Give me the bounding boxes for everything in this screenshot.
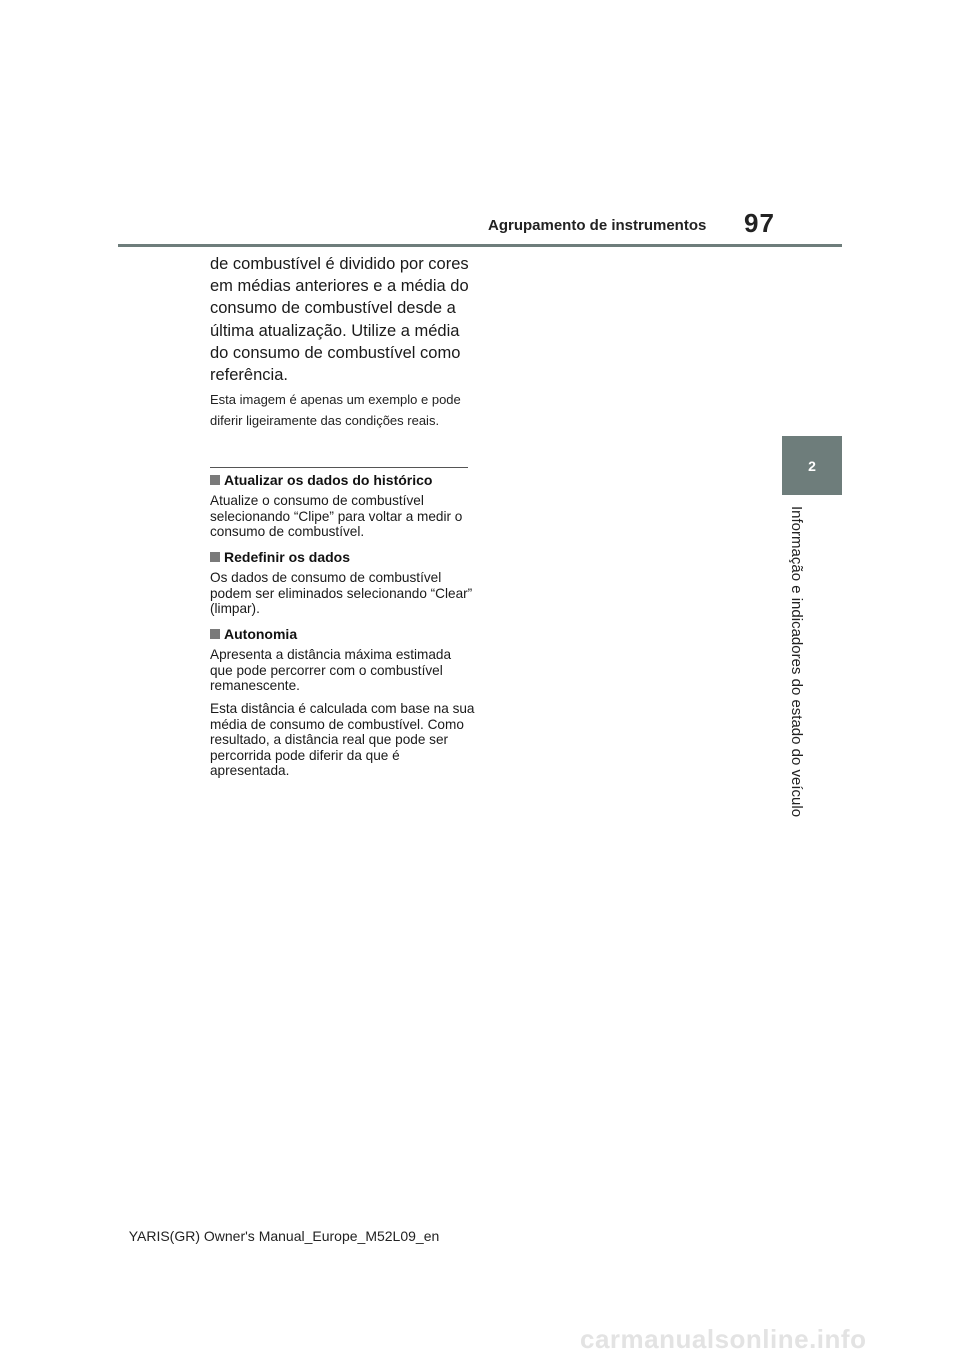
section-heading-text: Atualizar os dados do histórico [224,472,433,488]
section-heading-range [210,626,297,642]
section-divider [210,467,468,468]
section-heading-text: Redefinir os dados [224,549,351,565]
watermark: carmanualsonline.info [580,1324,867,1354]
section-header-title: Agrupamento de instrumentos [488,217,707,234]
square-bullet-icon [210,552,220,562]
chapter-number: 2 [808,457,816,474]
page-number: 97 [744,208,775,238]
section-heading-update-history [210,472,432,488]
chapter-tab [782,436,842,495]
image-caption: Esta imagem é apenas um exemplo e pode diferir ligeiramente das condições reais. [210,392,461,428]
section-paragraph: Atualize o consumo de combustível selecionando “Clipe” para voltar a medir o consumo de combustível. [210,493,463,540]
section-paragraph: Esta distância é calculada com base na sua média de consumo de combustível. Como resultado, a distância real que pode ser percorrida pode diferir da que é apresentada. [210,701,475,779]
square-bullet-icon [210,629,220,639]
section-heading-text: Autonomia [224,626,298,642]
section-heading-reset-data [210,549,350,565]
footer-manual-id: YARIS(GR) Owner's Manual_Europe_M52L09_en [128,1228,440,1244]
square-bullet-icon [210,475,220,485]
intro-paragraph: de combustível é dividido por cores em médias anteriores e a média do consumo de combustível desde a última atualização. Utilize a média do consumo de combustível como referência. [210,255,469,385]
footer [0,1228,960,1244]
header-divider [118,244,842,247]
chapter-side-title: Informação e indicadores do estado do veículo [788,506,805,818]
section-paragraph: Apresenta a distância máxima estimada que pode percorrer com o combustível remanescente. [210,647,452,694]
section-paragraph: Os dados de consumo de combustível podem ser eliminados selecionando “Clear” (limpar). [210,570,473,617]
